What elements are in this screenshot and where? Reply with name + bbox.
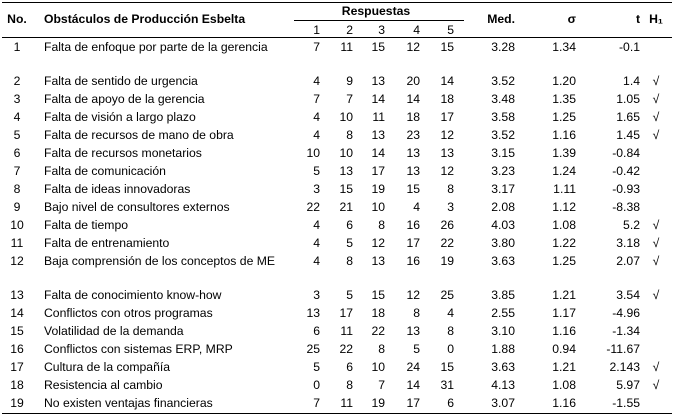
row-t: 1.45	[616, 128, 640, 142]
row-number: 14	[10, 306, 24, 320]
row-t: -11.67	[606, 342, 640, 356]
row-t: -1.55	[612, 396, 640, 410]
table-row	[2, 286, 672, 304]
row-number: 8	[13, 182, 21, 196]
row-sigma: 1.21	[552, 288, 576, 302]
row-response-3: 13	[371, 128, 385, 142]
row-response-5: 25	[440, 288, 454, 302]
row-response-2: 8	[346, 128, 353, 142]
row-response-4: 15	[406, 182, 420, 196]
row-t: -0.93	[612, 182, 640, 196]
row-number: 15	[10, 324, 24, 338]
row-response-1: 3	[313, 288, 320, 302]
row-number: 11	[10, 236, 24, 250]
row-obstacle: Volatilidad de la demanda	[44, 324, 184, 338]
row-median: 3.10	[491, 324, 515, 338]
row-response-2: 6	[346, 360, 353, 374]
row-response-3: 10	[371, 360, 385, 374]
row-sigma: 1.24	[552, 164, 576, 178]
row-response-3: 14	[371, 146, 385, 160]
row-obstacle: Falta de apoyo de la gerencia	[44, 92, 205, 106]
row-response-4: 14	[406, 92, 420, 106]
row-response-1: 6	[313, 324, 320, 338]
row-sigma: 1.08	[552, 218, 576, 232]
row-response-4: 13	[406, 324, 420, 338]
table-row	[2, 180, 672, 198]
row-response-5: 19	[440, 254, 454, 268]
row-median: 3.48	[491, 92, 515, 106]
row-response-3: 8	[378, 342, 385, 356]
row-response-3: 18	[371, 306, 385, 320]
table-row	[2, 322, 672, 340]
row-response-2: 6	[346, 218, 353, 232]
row-number: 6	[13, 146, 21, 160]
row-response-5: 14	[440, 74, 454, 88]
row-response-2: 11	[340, 396, 353, 410]
row-median: 2.08	[491, 200, 515, 214]
row-response-1: 22	[306, 200, 320, 214]
row-obstacle: No existen ventajas financieras	[44, 396, 213, 410]
row-number: 12	[10, 254, 24, 268]
header-no: No.	[7, 12, 27, 26]
row-obstacle: Falta de conocimiento know-how	[44, 288, 222, 302]
row-response-3: 15	[371, 40, 385, 54]
row-response-2: 9	[346, 74, 353, 88]
row-response-1: 4	[313, 218, 320, 232]
row-number: 7	[13, 164, 21, 178]
row-sigma: 1.08	[552, 378, 576, 392]
row-sigma: 1.17	[552, 306, 576, 320]
row-response-3: 14	[371, 92, 385, 106]
row-number: 18	[10, 378, 24, 392]
table-row	[2, 394, 672, 412]
row-response-2: 10	[339, 110, 353, 124]
scale-2: 2	[346, 23, 353, 37]
bottom-rule	[2, 413, 672, 414]
row-response-2: 17	[339, 306, 353, 320]
row-response-2: 5	[346, 236, 353, 250]
row-response-5: 8	[447, 324, 454, 338]
row-t: -0.42	[612, 164, 640, 178]
row-t: 2.143	[609, 360, 640, 374]
row-response-5: 22	[440, 236, 454, 250]
header-h1: H₁	[649, 12, 663, 26]
row-response-2: 15	[339, 182, 353, 196]
row-response-4: 17	[406, 236, 420, 250]
row-number: 4	[13, 110, 21, 124]
table-body	[2, 38, 672, 412]
row-response-4: 8	[413, 306, 420, 320]
row-obstacle: Falta de recursos monetarios	[44, 146, 202, 160]
row-t: -8.38	[612, 200, 640, 214]
row-median: 3.52	[491, 128, 515, 142]
row-t: -0.84	[612, 146, 640, 160]
row-t: 1.4	[623, 74, 640, 88]
row-response-4: 12	[406, 288, 420, 302]
row-median: 3.63	[491, 254, 515, 268]
row-response-5: 26	[440, 218, 454, 232]
row-obstacle: Conflictos con sistemas ERP, MRP	[44, 342, 233, 356]
row-response-3: 12	[371, 236, 385, 250]
row-response-1: 10	[306, 146, 320, 160]
table-row	[2, 234, 672, 252]
row-response-2: 8	[346, 254, 353, 268]
row-response-1: 25	[306, 342, 320, 356]
row-number: 16	[10, 342, 24, 356]
row-h1-check: √	[652, 110, 660, 124]
row-median: 3.28	[491, 40, 515, 54]
table-row	[2, 304, 672, 322]
row-response-2: 5	[346, 288, 353, 302]
row-response-3: 22	[371, 324, 385, 338]
row-response-5: 8	[447, 182, 454, 196]
row-t: 3.18	[616, 236, 640, 250]
row-response-2: 11	[340, 324, 353, 338]
row-number: 3	[13, 92, 21, 106]
row-response-5: 3	[447, 200, 454, 214]
row-t: -4.96	[612, 306, 640, 320]
row-response-2: 22	[339, 342, 353, 356]
row-sigma: 1.16	[552, 324, 576, 338]
row-response-4: 13	[406, 146, 420, 160]
header-med: Med.	[487, 12, 515, 26]
row-sigma: 1.39	[552, 146, 576, 160]
row-h1-check: √	[652, 128, 660, 142]
table-row	[2, 376, 672, 394]
table-row	[2, 90, 672, 108]
header-row	[2, 2, 672, 26]
row-number: 9	[13, 200, 21, 214]
row-sigma: 1.20	[552, 74, 576, 88]
row-response-1: 7	[313, 92, 320, 106]
row-median: 3.17	[491, 182, 515, 196]
table-row	[2, 198, 672, 216]
row-response-3: 11	[372, 110, 385, 124]
row-t: 2.07	[616, 254, 640, 268]
row-response-2: 8	[346, 378, 353, 392]
row-response-5: 17	[440, 110, 454, 124]
row-median: 1.88	[491, 342, 515, 356]
row-response-5: 0	[447, 342, 454, 356]
row-h1-check: √	[652, 218, 660, 232]
row-response-1: 4	[313, 236, 320, 250]
row-median: 3.80	[491, 236, 515, 250]
row-h1-check: √	[652, 360, 660, 374]
row-response-5: 4	[447, 306, 454, 320]
row-h1-check: √	[652, 288, 660, 302]
row-response-4: 17	[406, 396, 420, 410]
row-median: 4.03	[491, 218, 515, 232]
row-response-5: 13	[440, 146, 454, 160]
row-response-2: 13	[339, 164, 353, 178]
row-response-5: 15	[440, 360, 454, 374]
row-response-3: 8	[378, 218, 385, 232]
row-sigma: 1.16	[552, 128, 576, 142]
row-sigma: 1.25	[552, 110, 576, 124]
row-response-2: 11	[340, 40, 353, 54]
table-row	[2, 340, 672, 358]
row-response-1: 5	[313, 360, 320, 374]
row-h1-check: √	[652, 236, 660, 250]
row-obstacle: Falta de recursos de mano de obra	[44, 128, 234, 142]
row-obstacle: Falta de entrenamiento	[44, 236, 170, 250]
row-number: 5	[13, 128, 21, 142]
row-response-4: 23	[406, 128, 420, 142]
row-sigma: 1.12	[552, 200, 576, 214]
table-row	[2, 126, 672, 144]
table-row	[2, 358, 672, 376]
row-response-4: 4	[413, 200, 420, 214]
row-obstacle: Falta de ideas innovadoras	[44, 182, 191, 196]
header-obstaculos: Obstáculos de Producción Esbelta	[44, 12, 246, 26]
row-obstacle: Bajo nivel de consultores externos	[44, 200, 230, 214]
row-h1-check: √	[652, 378, 660, 392]
row-sigma: 1.34	[552, 40, 576, 54]
row-number: 1	[13, 40, 21, 54]
row-response-1: 3	[313, 182, 320, 196]
row-number: 19	[10, 396, 24, 410]
scale-4: 4	[413, 23, 420, 37]
row-obstacle: Falta de comunicación	[44, 164, 166, 178]
row-response-1: 4	[313, 254, 320, 268]
row-response-3: 17	[371, 164, 385, 178]
row-median: 4.13	[491, 378, 515, 392]
row-t: 5.97	[616, 378, 640, 392]
row-response-5: 15	[440, 40, 454, 54]
row-response-3: 13	[371, 254, 385, 268]
row-response-1: 7	[313, 40, 320, 54]
row-number: 17	[10, 360, 24, 374]
row-response-4: 16	[406, 254, 420, 268]
row-response-1: 13	[306, 306, 320, 320]
row-sigma: 0.94	[552, 342, 576, 356]
row-response-3: 19	[371, 396, 385, 410]
row-response-1: 7	[313, 396, 320, 410]
header-t: t	[635, 12, 640, 26]
row-response-4: 12	[406, 40, 420, 54]
row-median: 3.63	[491, 360, 515, 374]
row-response-3: 15	[371, 288, 385, 302]
row-obstacle: Falta de sentido de urgencia	[44, 74, 198, 88]
row-h1-check: √	[652, 74, 660, 88]
row-response-3: 10	[371, 200, 385, 214]
row-median: 3.52	[491, 74, 515, 88]
row-response-5: 31	[440, 378, 454, 392]
row-h1-check: √	[652, 92, 660, 106]
table-row	[2, 252, 672, 286]
row-response-3: 7	[378, 378, 385, 392]
row-number: 10	[10, 218, 24, 232]
table-row	[2, 144, 672, 162]
obstacles-table	[2, 2, 672, 414]
row-response-1: 4	[313, 110, 320, 124]
row-t: -1.34	[612, 324, 640, 338]
row-median: 3.85	[491, 288, 515, 302]
row-t: -0.1	[618, 40, 640, 54]
row-number: 13	[10, 288, 24, 302]
row-t: 1.05	[616, 92, 640, 106]
table-row	[2, 108, 672, 126]
scale-5: 5	[447, 23, 454, 37]
row-t: 1.65	[616, 110, 640, 124]
row-response-5: 6	[447, 396, 454, 410]
row-sigma: 1.35	[552, 92, 576, 106]
row-sigma: 1.22	[552, 236, 576, 250]
row-obstacle: Falta de enfoque por parte de la gerencia	[44, 40, 268, 54]
row-response-4: 16	[406, 218, 420, 232]
scale-row	[2, 21, 672, 37]
row-sigma: 1.21	[552, 360, 576, 374]
row-response-1: 0	[313, 378, 320, 392]
header-sigma: σ	[567, 12, 576, 26]
table-row	[2, 72, 672, 90]
row-obstacle: Resistencia al cambio	[44, 378, 163, 392]
table-row	[2, 162, 672, 180]
row-h1-check: √	[652, 254, 660, 268]
row-t: 3.54	[616, 288, 640, 302]
row-obstacle: Falta de tiempo	[44, 218, 129, 232]
row-response-1: 5	[313, 164, 320, 178]
row-response-4: 14	[406, 378, 420, 392]
row-response-4: 13	[406, 164, 420, 178]
row-response-4: 18	[406, 110, 420, 124]
row-median: 3.58	[491, 110, 515, 124]
row-sigma: 1.11	[553, 182, 576, 196]
row-number: 2	[13, 74, 21, 88]
row-obstacle: Falta de visión a largo plazo	[44, 110, 196, 124]
row-median: 3.23	[491, 164, 515, 178]
table-row	[2, 216, 672, 234]
row-sigma: 1.25	[552, 254, 576, 268]
row-response-5: 12	[440, 164, 454, 178]
row-t: 5.2	[623, 218, 640, 232]
row-obstacle: Conflictos con otros programas	[44, 306, 213, 320]
row-response-5: 18	[440, 92, 454, 106]
header-respuestas: Respuestas	[341, 4, 411, 18]
row-response-3: 13	[371, 74, 385, 88]
row-obstacle: Cultura de la compañía	[44, 360, 171, 374]
row-response-2: 21	[339, 200, 353, 214]
row-response-1: 4	[313, 128, 320, 142]
row-response-1: 4	[313, 74, 320, 88]
row-response-5: 12	[440, 128, 454, 142]
row-response-2: 7	[346, 92, 353, 106]
row-response-4: 5	[413, 342, 420, 356]
row-response-3: 19	[371, 182, 385, 196]
row-median: 3.15	[491, 146, 515, 160]
scale-3: 3	[378, 23, 385, 37]
row-sigma: 1.16	[552, 396, 576, 410]
row-response-2: 10	[339, 146, 353, 160]
row-median: 3.07	[491, 396, 515, 410]
scale-1: 1	[313, 23, 320, 37]
row-response-4: 20	[406, 74, 420, 88]
table-row	[2, 38, 672, 72]
row-obstacle: Baja comprensión de los conceptos de ME	[44, 254, 276, 268]
row-median: 2.55	[491, 306, 515, 320]
row-response-4: 24	[406, 360, 420, 374]
